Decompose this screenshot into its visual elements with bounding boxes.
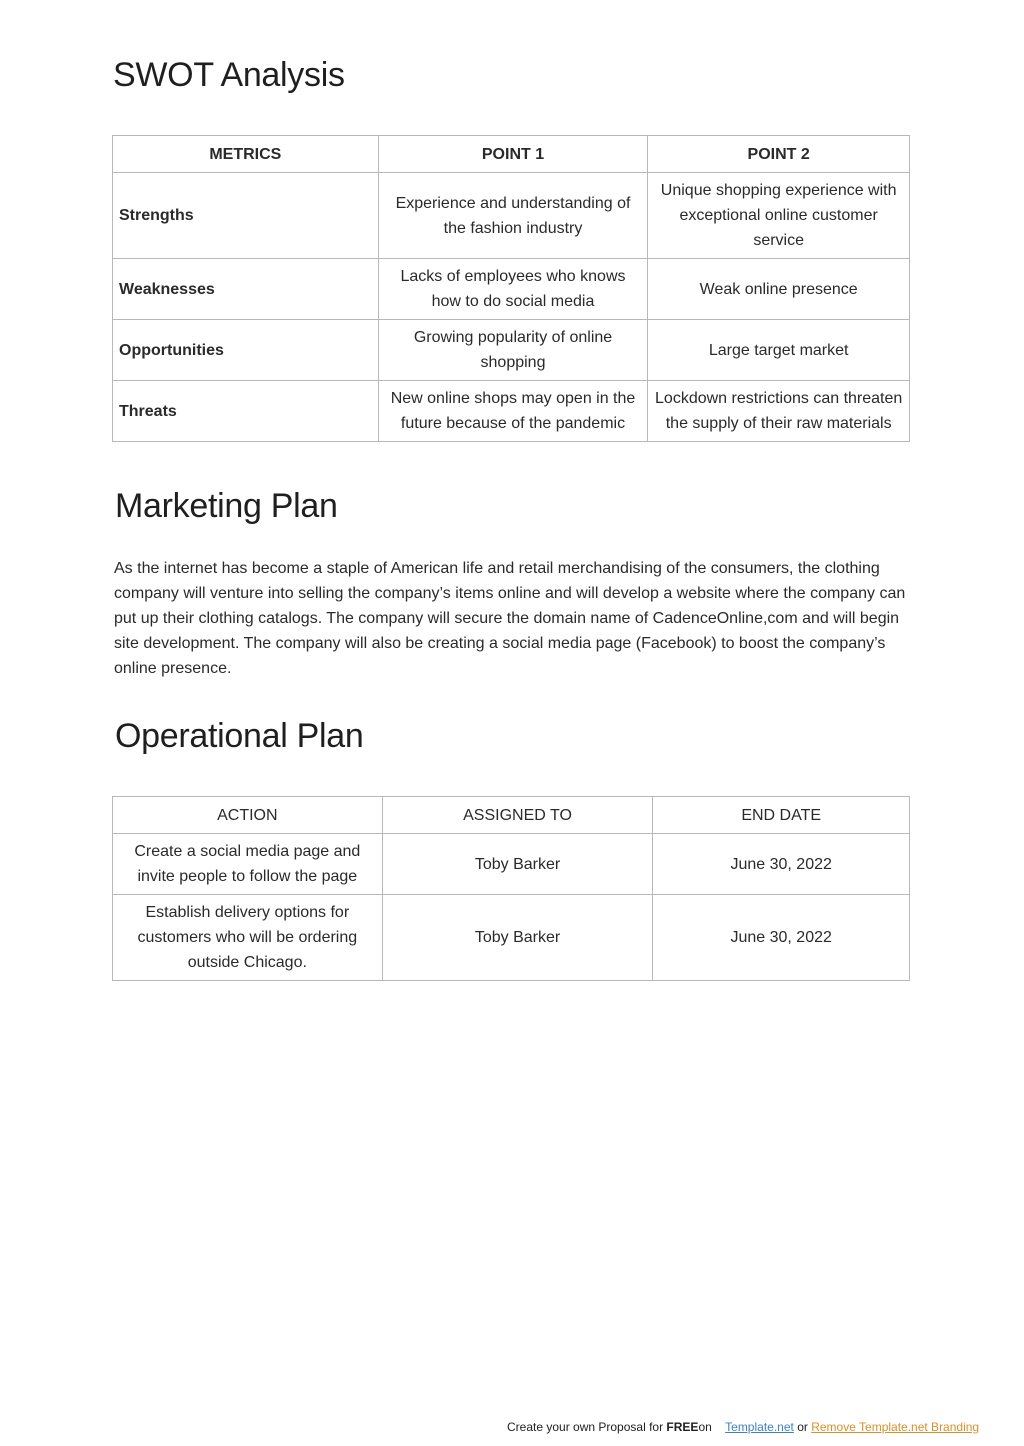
point-1-cell: Experience and understanding of the fashion industry (378, 173, 648, 259)
footer-branding (507, 1419, 979, 1435)
metric-cell: Weaknesses (113, 259, 379, 320)
remove-branding-link[interactable]: Remove Template.net Branding (811, 1420, 980, 1434)
metric-cell: Threats (113, 381, 379, 442)
end-date-cell: June 30, 2022 (653, 895, 910, 981)
table-row (113, 259, 910, 320)
header-end-date: END DATE (653, 797, 910, 834)
template-net-link[interactable]: Template.net (725, 1420, 794, 1434)
swot-title: SWOT Analysis (113, 56, 345, 94)
table-row (113, 381, 910, 442)
header-assigned-to: ASSIGNED TO (382, 797, 653, 834)
header-action: ACTION (113, 797, 383, 834)
marketing-paragraph: As the internet has become a staple of American life and retail merchandising of the consumers, the clothing company will venture into selling the company’s items online and will develop a website where the company can put up their clothing catalogs. The company will secure the domain name of CadenceOnline,com and will begin site development. The company will also be creating a social media page (Facebook) to boost the company’s online presence. (114, 560, 906, 677)
table-row (113, 834, 910, 895)
metric-cell: Strengths (113, 173, 379, 259)
footer-free: FREE (666, 1420, 699, 1434)
header-point-2: POINT 2 (648, 136, 910, 173)
point-2-cell: Unique shopping experience with exceptional online customer service (648, 173, 910, 259)
marketing-title: Marketing Plan (115, 487, 338, 525)
point-2-cell: Lockdown restrictions can threaten the supply of their raw materials (648, 381, 910, 442)
table-row (113, 895, 910, 981)
operational-table (112, 796, 910, 981)
action-cell: Establish delivery options for customers who will be ordering outside Chicago. (113, 895, 383, 981)
table-header-row (113, 136, 910, 173)
footer-on: on (698, 1420, 712, 1434)
table-row (113, 173, 910, 259)
action-cell: Create a social media page and invite people to follow the page (113, 834, 383, 895)
assigned-cell: Toby Barker (382, 834, 653, 895)
point-1-cell: Lacks of employees who knows how to do social media (378, 259, 648, 320)
end-date-cell: June 30, 2022 (653, 834, 910, 895)
metric-cell: Opportunities (113, 320, 379, 381)
footer-prefix: Create your own Proposal for (507, 1420, 667, 1434)
swot-table (112, 135, 910, 442)
point-1-cell: Growing popularity of online shopping (378, 320, 648, 381)
table-row (113, 320, 910, 381)
point-2-cell: Large target market (648, 320, 910, 381)
operational-title: Operational Plan (115, 717, 364, 755)
header-metrics: METRICS (113, 136, 379, 173)
assigned-cell: Toby Barker (382, 895, 653, 981)
table-header-row (113, 797, 910, 834)
footer-or: or (797, 1420, 808, 1434)
point-2-cell: Weak online presence (648, 259, 910, 320)
point-1-cell: New online shops may open in the future because of the pandemic (378, 381, 648, 442)
header-point-1: POINT 1 (378, 136, 648, 173)
